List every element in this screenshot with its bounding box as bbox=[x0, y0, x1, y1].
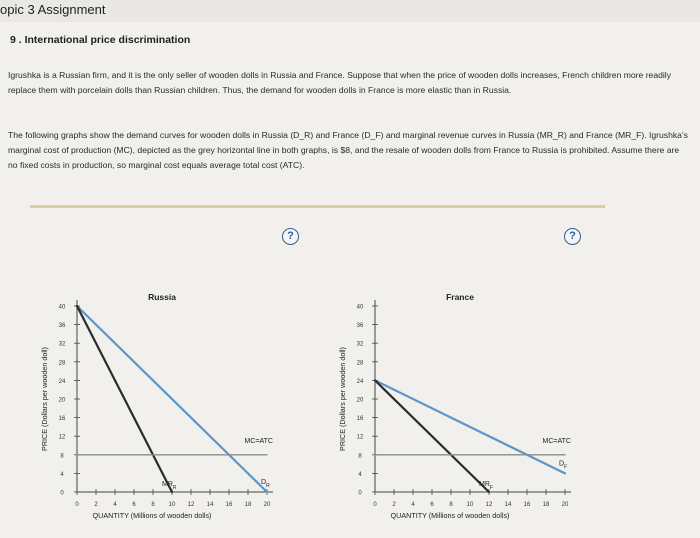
x-tick-label: 2 bbox=[94, 502, 98, 508]
x-tick-label: 6 bbox=[132, 502, 136, 508]
y-tick-label: 12 bbox=[356, 434, 364, 441]
y-tick-label: 16 bbox=[58, 416, 66, 423]
y-tick-label: 24 bbox=[356, 378, 364, 385]
russia-chart[interactable] bbox=[20, 256, 320, 538]
y-tick-label: 0 bbox=[60, 490, 64, 497]
series-label-mr: $MR_F$ bbox=[479, 481, 493, 491]
y-tick-label: 0 bbox=[358, 490, 362, 497]
series-line-mr bbox=[77, 306, 172, 492]
france-chart[interactable] bbox=[318, 256, 618, 538]
series-label-mc-atc: MC=ATC bbox=[542, 437, 571, 445]
y-axis-label: PRICE (Dollars per wooden doll) bbox=[40, 347, 49, 451]
y-tick-label: 8 bbox=[358, 453, 362, 460]
x-tick-label: 8 bbox=[449, 502, 453, 508]
y-tick-label: 36 bbox=[58, 323, 66, 330]
series-label-d: $D_F$ bbox=[559, 460, 568, 471]
x-tick-label: 6 bbox=[430, 502, 434, 508]
x-tick-label: 2 bbox=[392, 502, 396, 508]
x-tick-label: 16 bbox=[523, 502, 531, 508]
x-axis-label: QUANTITY (Millions of wooden dolls) bbox=[92, 511, 212, 520]
y-tick-label: 20 bbox=[58, 397, 66, 404]
help-icon-france[interactable]: ? bbox=[564, 228, 581, 245]
y-tick-label: 12 bbox=[58, 434, 66, 441]
series-line-d bbox=[375, 380, 568, 473]
x-tick-label: 0 bbox=[373, 502, 377, 508]
series-label-mc-atc: MC=ATC bbox=[244, 437, 273, 445]
divider bbox=[30, 205, 605, 208]
x-tick-label: 18 bbox=[542, 502, 550, 508]
question-paragraph-2: The following graphs show the demand curves for wooden dolls in Russia (D_R) and France (D_F) and marginal revenue curves in Russia (MR_R) and France (MR_F). Igrushka's marginal cost of production (MC), depicted as the grey horizontal line in both graphs, is $8, and the resale of wooden dolls from France to Russia is prohibited. Assume there are no fixed costs in production, so marginal cost equals average total cost (ATC). bbox=[8, 130, 688, 170]
series-line-mr bbox=[375, 380, 489, 492]
y-tick-label: 20 bbox=[356, 397, 364, 404]
chart-title: Russia bbox=[148, 292, 176, 302]
y-axis-label: PRICE (Dollars per wooden doll) bbox=[338, 347, 347, 451]
france-chart-svg[interactable] bbox=[318, 256, 618, 538]
question-title: 9 . International price discrimination bbox=[10, 34, 191, 46]
y-tick-label: 4 bbox=[60, 471, 64, 478]
russia-chart-svg[interactable] bbox=[20, 256, 320, 538]
x-tick-label: 14 bbox=[504, 502, 512, 508]
question-paragraph-1: Igrushka is a Russian firm, and it is the only seller of wooden dolls in Russia and France. Suppose that when the price of wooden dolls increases, French children more readily replace them with porcelain dolls than Russian children. Thus, the demand for wooden dolls in France is more elastic than in Russia. bbox=[8, 70, 672, 95]
y-tick-label: 28 bbox=[356, 360, 364, 367]
y-tick-label: 8 bbox=[60, 453, 64, 460]
x-tick-label: 14 bbox=[206, 502, 214, 508]
series-label-mr: $MR_R$ bbox=[162, 481, 177, 491]
y-tick-label: 40 bbox=[58, 304, 66, 311]
x-tick-label: 18 bbox=[244, 502, 252, 508]
x-tick-label: 12 bbox=[485, 502, 493, 508]
y-tick-label: 24 bbox=[58, 378, 66, 385]
x-tick-label: 4 bbox=[113, 502, 117, 508]
x-tick-label: 4 bbox=[411, 502, 415, 508]
x-axis-label: QUANTITY (Millions of wooden dolls) bbox=[390, 511, 510, 520]
assignment-sheet bbox=[0, 22, 700, 538]
x-tick-label: 8 bbox=[151, 502, 155, 508]
x-tick-label: 10 bbox=[466, 502, 474, 508]
help-icon-russia[interactable]: ? bbox=[282, 228, 299, 245]
topic-title: opic 3 Assignment bbox=[0, 2, 106, 17]
x-tick-label: 20 bbox=[263, 502, 271, 508]
y-tick-label: 32 bbox=[356, 341, 364, 348]
y-tick-label: 4 bbox=[358, 471, 362, 478]
y-tick-label: 36 bbox=[356, 323, 364, 330]
y-tick-label: 40 bbox=[356, 304, 364, 311]
x-tick-label: 10 bbox=[168, 502, 176, 508]
y-tick-label: 28 bbox=[58, 360, 66, 367]
chart-title: France bbox=[446, 292, 474, 302]
x-tick-label: 0 bbox=[75, 502, 79, 508]
x-tick-label: 20 bbox=[561, 502, 569, 508]
series-line-d bbox=[77, 306, 267, 492]
x-tick-label: 16 bbox=[225, 502, 233, 508]
y-tick-label: 16 bbox=[356, 416, 364, 423]
y-tick-label: 32 bbox=[58, 341, 66, 348]
x-tick-label: 12 bbox=[187, 502, 195, 508]
series-label-d: $D_R$ bbox=[261, 479, 270, 489]
